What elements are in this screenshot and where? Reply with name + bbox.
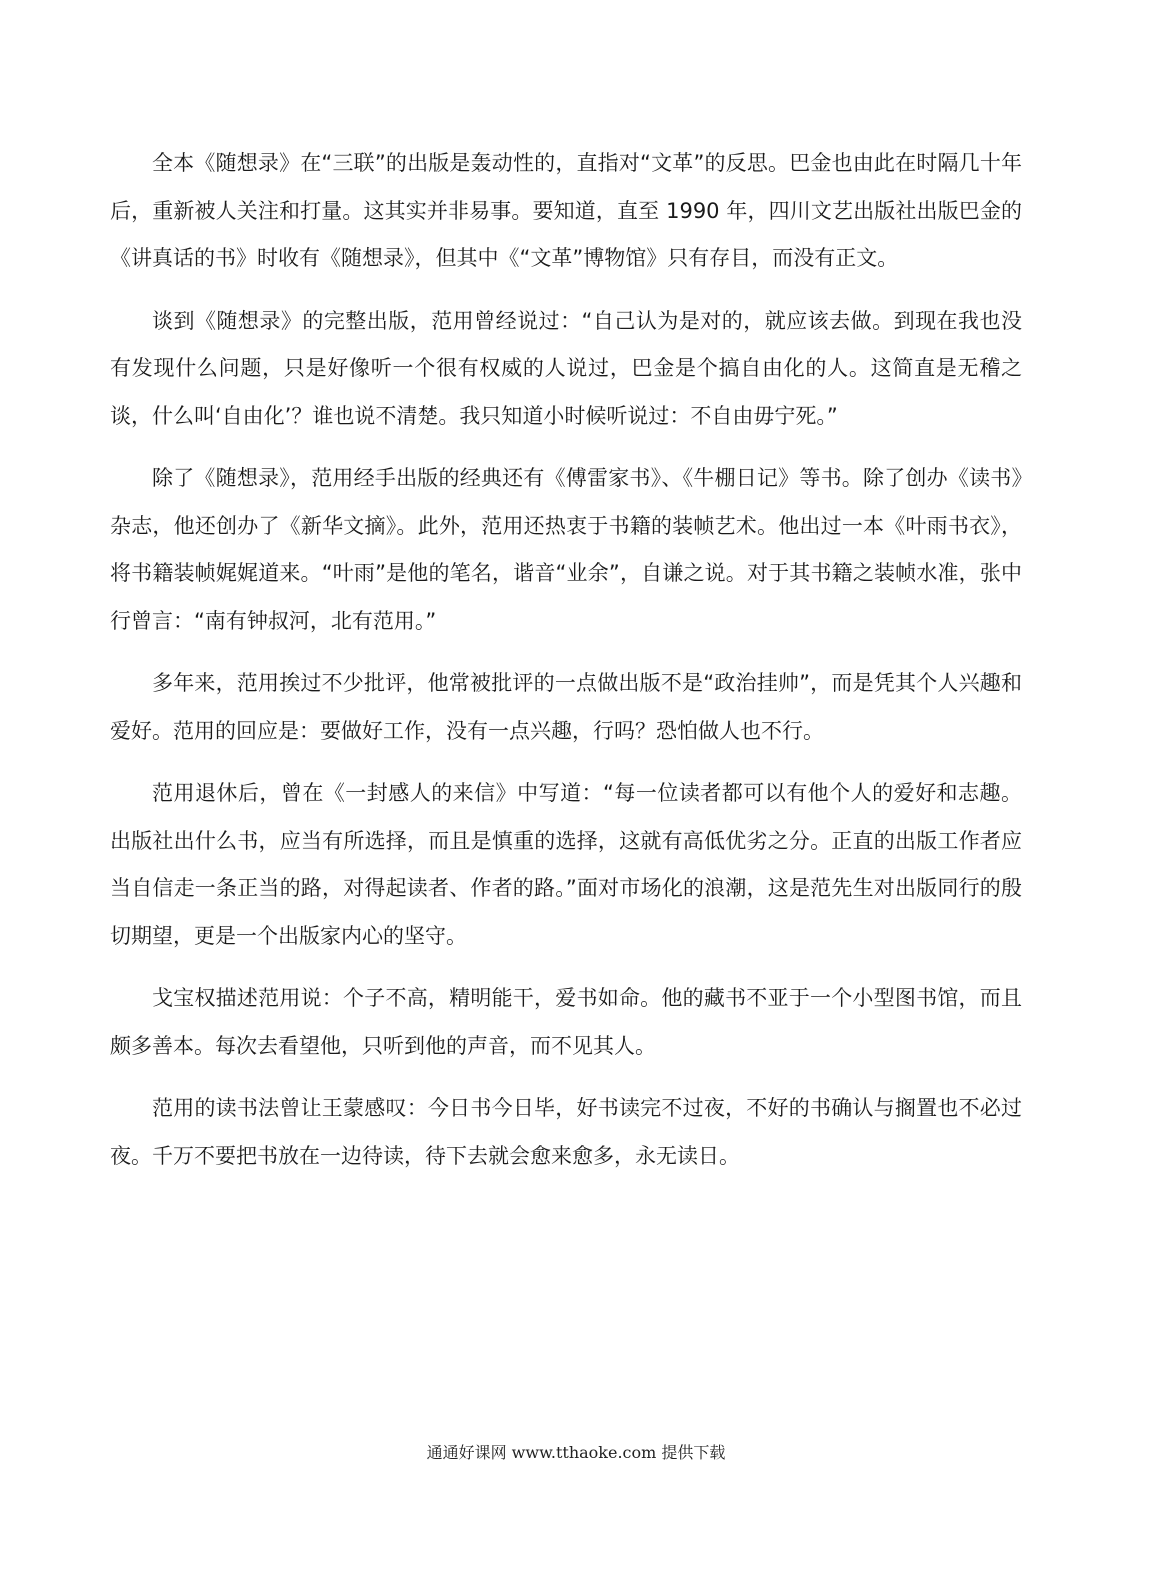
page-footer: 通通好课网 www.tthaoke.com 提供下载 bbox=[426, 1443, 726, 1462]
paragraph: 戈宝权描述范用说：个子不高，精明能干，爱书如命。他的藏书不亚于一个小型图书馆，而且颇多善本。每次去看望他，只听到他的声音，而不见其人。 bbox=[110, 986, 1022, 1058]
paragraph: 多年来，范用挨过不少批评，他常被批评的一点做出版不是“政治挂帅”，而是凭其个人兴趣和爱好。范用的回应是：要做好工作，没有一点兴趣，行吗？恐怕做人也不行。 bbox=[110, 671, 1022, 743]
paragraph: 谈到《随想录》的完整出版，范用曾经说过：“自己认为是对的，就应该去做。到现在我也没有发现什么问题，只是好像听一个很有权威的人说过，巴金是个搞自由化的人。这简直是无稽之谈，什么叫‘自由化’？谁也说不清楚。我只知道小时候听说过：不自由毋宁死。” bbox=[110, 308, 1022, 428]
paragraph: 范用的读书法曾让王蒙感叹：今日书今日毕，好书读完不过夜，不好的书确认与搁置也不必过夜。千万不要把书放在一边待读，待下去就会愈来愈多，永无读日。 bbox=[110, 1096, 1022, 1168]
paragraph: 全本《随想录》在“三联”的出版是轰动性的，直指对“文革”的反思。巴金也由此在时隔几十年后，重新被人关注和打量。这其实并非易事。要知道，直至 1990 年，四川文艺出版社出版巴金的《讲真话的书》时收有《随想录》，但其中《“文革”博物馆》只有存目，而没有正文。 bbox=[110, 151, 1022, 270]
paragraph: 除了《随想录》，范用经手出版的经典还有《傅雷家书》、《牛棚日记》等书。除了创办《读书》杂志，他还创办了《新华文摘》。此外，范用还热衷于书籍的装帧艺术。他出过一本《叶雨书衣》，将书籍装帧娓娓道来。“叶雨”是他的笔名，谐音“业余”，自谦之说。对于其书籍之装帧水准，张中行曾言：“南有钟叔河，北有范用。” bbox=[110, 466, 1022, 633]
article-body bbox=[110, 140, 1022, 1195]
paragraph: 范用退休后，曾在《一封感人的来信》中写道：“每一位读者都可以有他个人的爱好和志趣。出版社出什么书，应当有所选择，而且是慎重的选择，这就有高低优劣之分。正直的出版工作者应当自信走一条正当的路，对得起读者、作者的路。”面对市场化的浪潮，这是范先生对出版同行的殷切期望，更是一个出版家内心的坚守。 bbox=[110, 781, 1022, 948]
